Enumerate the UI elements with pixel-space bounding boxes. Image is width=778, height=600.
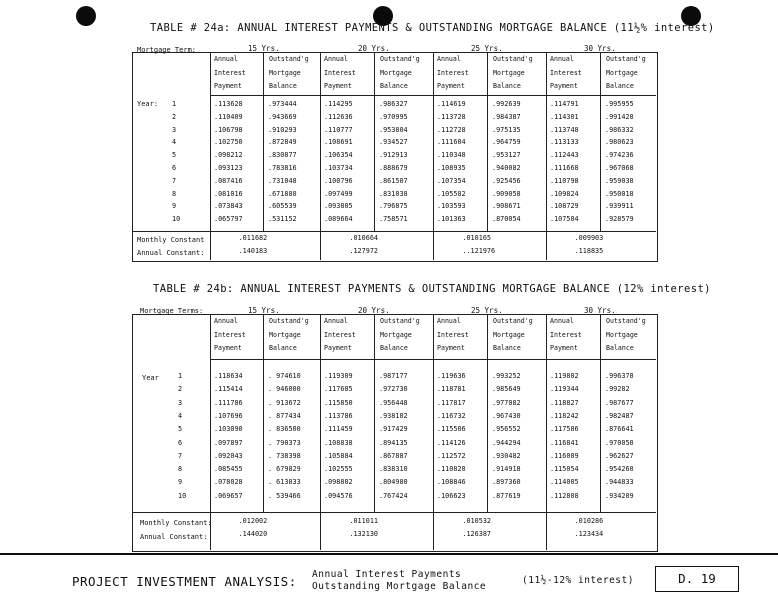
table-cell: .838310 bbox=[379, 465, 408, 474]
table-cell: .117685 bbox=[324, 385, 353, 394]
year-number: 9 bbox=[178, 478, 183, 487]
table-cell: .991420 bbox=[605, 112, 634, 121]
year-number: 2 bbox=[172, 112, 177, 121]
table-cell: .116009 bbox=[550, 451, 579, 460]
table-cell: .110777 bbox=[324, 125, 353, 134]
annual-constant-value: ..121976 bbox=[462, 247, 496, 255]
table-cell: .085455 bbox=[214, 465, 243, 474]
table-cell: .117817 bbox=[437, 398, 466, 407]
table-cell: .114005 bbox=[550, 478, 579, 487]
annual-constant-value: .127972 bbox=[349, 247, 379, 255]
term-header: 25 Yrs. bbox=[471, 44, 503, 53]
table-cell: .934527 bbox=[379, 138, 408, 147]
table-cell: .758571 bbox=[379, 215, 408, 224]
table-cell: .110798 bbox=[550, 176, 579, 185]
table-cell: . 679829 bbox=[268, 465, 301, 474]
table-cell: .101363 bbox=[437, 215, 466, 224]
table-cell: .944294 bbox=[492, 438, 521, 447]
column-divider bbox=[433, 314, 434, 550]
table-cell: .930482 bbox=[492, 451, 521, 460]
table-cell: .117586 bbox=[550, 425, 579, 434]
table-cell: .973444 bbox=[268, 100, 297, 108]
table-cell: .111604 bbox=[437, 138, 466, 147]
table-cell: .103593 bbox=[437, 202, 466, 211]
table-cell: .114126 bbox=[437, 438, 466, 447]
mortgage-term-label: Mortgage Terms: bbox=[140, 307, 204, 315]
table-cell: .964759 bbox=[492, 138, 521, 147]
balance-column-header: Outstand'g Mortgage Balance bbox=[269, 317, 309, 352]
table-cell: .876641 bbox=[605, 425, 634, 434]
table-cell: .114619 bbox=[437, 100, 466, 108]
year-number: 8 bbox=[178, 465, 183, 474]
table-cell: .115506 bbox=[437, 425, 466, 434]
table-cell: .671880 bbox=[268, 189, 297, 198]
table-cell: .106354 bbox=[324, 151, 353, 160]
column-divider bbox=[546, 314, 547, 550]
table-cell: .796875 bbox=[379, 202, 408, 211]
annual-constant-value: .144020 bbox=[238, 530, 268, 538]
table-cell: . 913672 bbox=[268, 398, 301, 407]
table-cell: .953804 bbox=[379, 125, 408, 134]
term-header: 15 Yrs. bbox=[248, 306, 280, 315]
monthly-constant-value: .011011 bbox=[349, 517, 379, 525]
table-cell: .967068 bbox=[605, 164, 634, 172]
table-cell: . 613833 bbox=[268, 478, 301, 487]
table-cell: .956448 bbox=[379, 398, 408, 407]
table-cell: .108729 bbox=[550, 202, 579, 211]
table-cell: .107504 bbox=[550, 215, 579, 224]
subcolumn-divider bbox=[487, 52, 488, 231]
term-header: 30 Yrs. bbox=[584, 306, 616, 315]
monthly-constant-value: .012002 bbox=[238, 517, 268, 525]
table-cell: .986327 bbox=[379, 100, 408, 108]
monthly-constant-value: .011682 bbox=[238, 234, 268, 242]
table-cell: .982487 bbox=[605, 411, 634, 420]
table-cell: .986332 bbox=[605, 125, 634, 134]
table-cell: .106623 bbox=[437, 491, 466, 500]
year-number: 3 bbox=[172, 125, 177, 134]
table-cell: .977082 bbox=[492, 398, 521, 407]
table-cell: .089664 bbox=[324, 215, 353, 224]
table-cell: .097499 bbox=[324, 189, 353, 198]
table-cell: .102750 bbox=[214, 138, 243, 147]
year-number: 1 bbox=[178, 372, 183, 380]
footer-divider bbox=[0, 553, 778, 555]
table-cell: .987677 bbox=[605, 398, 634, 407]
year-number: 6 bbox=[178, 438, 183, 447]
balance-column-header: Outstand'g Mortgage Balance bbox=[493, 55, 533, 90]
interest-column-header: Annual Interest Payment bbox=[437, 317, 469, 352]
column-divider bbox=[210, 314, 211, 550]
table-title: TABLE # 24a: ANNUAL INTEREST PAYMENTS & OUTSTANDING MORTGAGE BALANCE (11½% interest) bbox=[150, 22, 715, 34]
table-cell: .102555 bbox=[324, 465, 353, 474]
table-cell: .092043 bbox=[214, 451, 243, 460]
table-cell: .996370 bbox=[605, 372, 634, 380]
subcolumn-divider bbox=[374, 52, 375, 231]
table-cell: .108935 bbox=[437, 164, 466, 172]
table-cell: .113748 bbox=[550, 125, 579, 134]
table-cell: .888679 bbox=[379, 164, 408, 172]
table-cell: .073843 bbox=[214, 202, 243, 211]
table-cell: .109824 bbox=[550, 189, 579, 198]
table-cell: .115850 bbox=[324, 398, 353, 407]
table-cell: . 836500 bbox=[268, 425, 301, 434]
interest-column-header: Annual Interest Payment bbox=[324, 317, 356, 352]
table-cell: .783816 bbox=[268, 164, 297, 172]
table-title: TABLE # 24b: ANNUAL INTEREST PAYMENTS & OUTSTANDING MORTGAGE BALANCE (12% interest) bbox=[153, 283, 711, 295]
table-cell: .99282 bbox=[605, 385, 630, 394]
table-cell: .111459 bbox=[324, 425, 353, 434]
table-cell: .110820 bbox=[437, 465, 466, 474]
page-number: D. 19 bbox=[655, 566, 739, 592]
table-cell: . 974610 bbox=[268, 372, 301, 380]
year-number: 9 bbox=[172, 202, 177, 211]
header-divider bbox=[210, 95, 656, 96]
interest-column-header: Annual Interest Payment bbox=[214, 55, 246, 90]
term-header: 25 Yrs. bbox=[471, 306, 503, 315]
table-cell: .081016 bbox=[214, 189, 243, 198]
table-cell: .115054 bbox=[550, 465, 579, 474]
table-cell: .867887 bbox=[379, 451, 408, 460]
body-divider bbox=[132, 231, 656, 232]
header-divider bbox=[210, 359, 656, 360]
table-cell: .113628 bbox=[214, 100, 243, 108]
table-cell: .119636 bbox=[437, 372, 466, 380]
table-cell: .894135 bbox=[379, 438, 408, 447]
table-cell: . 877434 bbox=[268, 411, 301, 420]
table-cell: .078028 bbox=[214, 478, 243, 487]
column-divider bbox=[320, 52, 321, 260]
punch-hole-left bbox=[76, 6, 96, 26]
table-cell: .112808 bbox=[550, 491, 579, 500]
subcolumn-divider bbox=[263, 314, 264, 512]
monthly-constant-label: Monthly Constant bbox=[137, 236, 205, 244]
table-cell: .605539 bbox=[268, 202, 297, 211]
table-cell: . 539466 bbox=[268, 491, 301, 500]
table-cell: .974236 bbox=[605, 151, 634, 160]
table-cell: .908671 bbox=[492, 202, 521, 211]
table-cell: .950018 bbox=[605, 189, 634, 198]
table-cell: .914918 bbox=[492, 465, 521, 474]
table-cell: .112636 bbox=[324, 112, 353, 121]
table-cell: .106798 bbox=[214, 125, 243, 134]
column-divider bbox=[546, 52, 547, 260]
year-label: Year: bbox=[137, 100, 159, 108]
term-header: 15 Yrs. bbox=[248, 44, 280, 53]
table-cell: .093123 bbox=[214, 164, 243, 172]
table-cell: .975135 bbox=[492, 125, 521, 134]
table-cell: .877619 bbox=[492, 491, 521, 500]
annual-constant-label: Annual Constant: bbox=[137, 249, 205, 257]
year-number: 5 bbox=[178, 425, 183, 434]
interest-column-header: Annual Interest Payment bbox=[550, 55, 582, 90]
table-cell: .954260 bbox=[605, 465, 634, 474]
subcolumn-divider bbox=[600, 314, 601, 512]
table-cell: .107354 bbox=[437, 176, 466, 185]
table-cell: .114295 bbox=[324, 100, 353, 108]
table-cell: .831038 bbox=[379, 189, 408, 198]
table-cell: .116732 bbox=[437, 411, 466, 420]
subcolumn-divider bbox=[263, 52, 264, 231]
table-cell: .912913 bbox=[379, 151, 408, 160]
table-cell: .938102 bbox=[379, 411, 408, 420]
table-cell: .113728 bbox=[437, 112, 466, 121]
table-cell: .939911 bbox=[605, 202, 634, 211]
table-cell: .111668 bbox=[550, 164, 579, 172]
table-cell: .103090 bbox=[214, 425, 243, 434]
year-number: 10 bbox=[178, 491, 187, 500]
table-cell: .110348 bbox=[437, 151, 466, 160]
table-cell: .105884 bbox=[324, 451, 353, 460]
table-cell: .103734 bbox=[324, 164, 353, 172]
table-cell: . 946000 bbox=[268, 385, 301, 394]
body-divider bbox=[132, 512, 656, 513]
table-cell: .100796 bbox=[324, 176, 353, 185]
table-cell: .119802 bbox=[550, 372, 579, 380]
table-cell: .940082 bbox=[492, 164, 521, 172]
table-cell: .119309 bbox=[324, 372, 353, 380]
column-divider bbox=[320, 314, 321, 550]
table-cell: .967430 bbox=[492, 411, 521, 420]
table-cell: .956552 bbox=[492, 425, 521, 434]
table-cell: .118827 bbox=[550, 398, 579, 407]
table-cell: .934209 bbox=[605, 491, 634, 500]
year-number: 4 bbox=[178, 411, 183, 420]
table-cell: .119344 bbox=[550, 385, 579, 394]
column-divider bbox=[433, 52, 434, 260]
table-cell: .114301 bbox=[550, 112, 579, 121]
table-cell: .767424 bbox=[379, 491, 408, 500]
table-cell: .094576 bbox=[324, 491, 353, 500]
term-header: 30 Yrs. bbox=[584, 44, 616, 53]
balance-column-header: Outstand'g Mortgage Balance bbox=[380, 317, 420, 352]
annual-constant-label: Annual Constant: bbox=[140, 533, 208, 541]
table-cell: .861507 bbox=[379, 176, 408, 185]
annual-constant-value: .118835 bbox=[574, 247, 604, 255]
year-number: 4 bbox=[172, 138, 177, 147]
monthly-constant-value: .009903 bbox=[574, 234, 604, 242]
footer-title: PROJECT INVESTMENT ANALYSIS: bbox=[72, 574, 297, 589]
table-cell: .105582 bbox=[437, 189, 466, 198]
table-cell: .909058 bbox=[492, 189, 521, 198]
table-cell: .984387 bbox=[492, 112, 521, 121]
subcolumn-divider bbox=[600, 52, 601, 231]
table-cell: . 738398 bbox=[268, 451, 301, 460]
table-cell: .987177 bbox=[379, 372, 408, 380]
table-cell: .108691 bbox=[324, 138, 353, 147]
table-cell: .087416 bbox=[214, 176, 243, 185]
table-cell: .093805 bbox=[324, 202, 353, 211]
monthly-constant-value: .010165 bbox=[462, 234, 492, 242]
table-cell: .993252 bbox=[492, 372, 521, 380]
table-cell: .112443 bbox=[550, 151, 579, 160]
annual-constant-value: .123434 bbox=[574, 530, 604, 538]
table-cell: .897360 bbox=[492, 478, 521, 487]
year-number: 7 bbox=[178, 451, 183, 460]
table-cell: .108838 bbox=[324, 438, 353, 447]
table-cell: . 790373 bbox=[268, 438, 301, 447]
table-cell: .944833 bbox=[605, 478, 634, 487]
table-cell: .116841 bbox=[550, 438, 579, 447]
table-cell: .925456 bbox=[492, 176, 521, 185]
monthly-constant-value: .010532 bbox=[462, 517, 492, 525]
table-cell: .830877 bbox=[268, 151, 297, 160]
table-cell: .910293 bbox=[268, 125, 297, 134]
term-header: 20 Yrs. bbox=[358, 44, 390, 53]
table-cell: .731048 bbox=[268, 176, 297, 185]
table-cell: .970050 bbox=[605, 438, 634, 447]
monthly-constant-value: .010664 bbox=[349, 234, 379, 242]
balance-column-header: Outstand'g Mortgage Balance bbox=[380, 55, 420, 90]
table-cell: .995955 bbox=[605, 100, 634, 108]
table-cell: .113133 bbox=[550, 138, 579, 147]
table-cell: .111786 bbox=[214, 398, 243, 407]
table-cell: .985649 bbox=[492, 385, 521, 394]
table-cell: .115414 bbox=[214, 385, 243, 394]
balance-column-header: Outstand'g Mortgage Balance bbox=[606, 55, 646, 90]
table-cell: .114791 bbox=[550, 100, 579, 108]
balance-column-header: Outstand'g Mortgage Balance bbox=[493, 317, 533, 352]
table-cell: .959030 bbox=[605, 176, 634, 185]
year-number: 5 bbox=[172, 151, 177, 160]
table-cell: .980623 bbox=[605, 138, 634, 147]
mortgage-term-label: Mortgage Term: bbox=[137, 46, 197, 54]
column-divider bbox=[210, 52, 211, 260]
subcolumn-divider bbox=[487, 314, 488, 512]
year-number: 1 bbox=[172, 100, 177, 108]
subcolumn-divider bbox=[374, 314, 375, 512]
year-label: Year bbox=[142, 374, 159, 382]
table-cell: .962627 bbox=[605, 451, 634, 460]
year-number: 3 bbox=[178, 398, 183, 407]
interest-column-header: Annual Interest Payment bbox=[550, 317, 582, 352]
table-cell: .097897 bbox=[214, 438, 243, 447]
table-cell: .112572 bbox=[437, 451, 466, 460]
year-number: 7 bbox=[172, 176, 177, 185]
table-cell: .804980 bbox=[379, 478, 408, 487]
table-cell: .531152 bbox=[268, 215, 297, 224]
balance-column-header: Outstand'g Mortgage Balance bbox=[606, 317, 646, 352]
footer-subtitle: Annual Interest Payments Outstanding Mortgage Balance bbox=[312, 569, 487, 592]
annual-constant-value: .140183 bbox=[238, 247, 268, 255]
table-cell: .943669 bbox=[268, 112, 297, 121]
table-cell: .110409 bbox=[214, 112, 243, 121]
table-cell: .108846 bbox=[437, 478, 466, 487]
table-cell: .953127 bbox=[492, 151, 521, 160]
annual-constant-value: .132130 bbox=[349, 530, 379, 538]
table-cell: .113786 bbox=[324, 411, 353, 420]
table-cell: .069657 bbox=[214, 491, 243, 500]
table-cell: .112728 bbox=[437, 125, 466, 134]
table-cell: .118242 bbox=[550, 411, 579, 420]
term-header: 20 Yrs. bbox=[358, 306, 390, 315]
table-cell: .992639 bbox=[492, 100, 521, 108]
interest-column-header: Annual Interest Payment bbox=[324, 55, 356, 90]
year-number: 6 bbox=[172, 164, 177, 172]
monthly-constant-value: .010286 bbox=[574, 517, 604, 525]
table-cell: .872849 bbox=[268, 138, 297, 147]
table-cell: .972730 bbox=[379, 385, 408, 394]
year-number: 10 bbox=[172, 215, 181, 224]
table-cell: .065797 bbox=[214, 215, 243, 224]
table-cell: .917429 bbox=[379, 425, 408, 434]
footer-rate: (11½-12% interest) bbox=[522, 575, 634, 586]
table-cell: .107696 bbox=[214, 411, 243, 420]
interest-column-header: Annual Interest Payment bbox=[214, 317, 246, 352]
table-cell: .098802 bbox=[324, 478, 353, 487]
table-cell: .870054 bbox=[492, 215, 521, 224]
balance-column-header: Outstand'g Mortgage Balance bbox=[269, 55, 309, 90]
year-number: 8 bbox=[172, 189, 177, 198]
year-number: 2 bbox=[178, 385, 183, 394]
monthly-constant-label: Monthly Constant: bbox=[140, 519, 212, 527]
table-cell: .970995 bbox=[379, 112, 408, 121]
table-cell: .928579 bbox=[605, 215, 634, 224]
annual-constant-value: .126387 bbox=[462, 530, 492, 538]
table-cell: .118634 bbox=[214, 372, 243, 380]
table-cell: .118781 bbox=[437, 385, 466, 394]
table-cell: .098212 bbox=[214, 151, 243, 160]
interest-column-header: Annual Interest Payment bbox=[437, 55, 469, 90]
